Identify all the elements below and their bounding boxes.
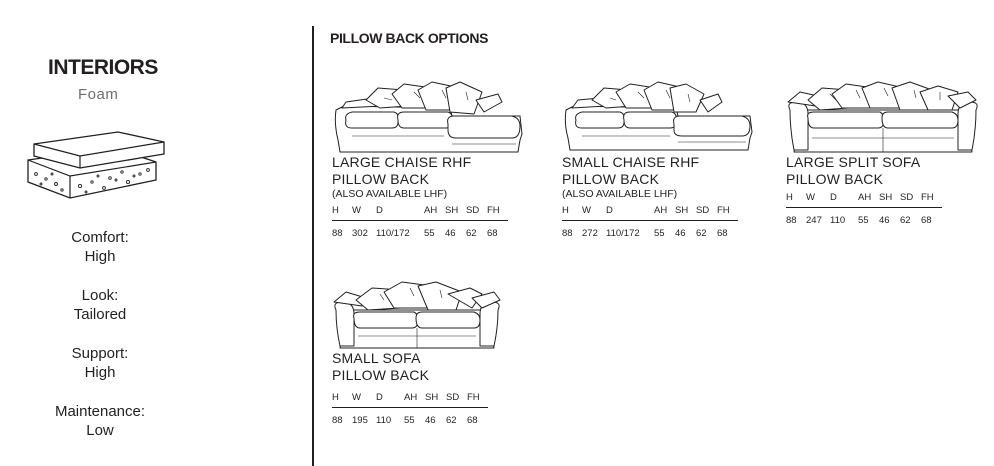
dim-header: W: [352, 392, 376, 408]
chaise-sofa-icon: [332, 80, 526, 154]
dim-value: 88: [332, 228, 343, 239]
dim-value: 46: [879, 215, 890, 226]
product-name: PILLOW BACK: [332, 367, 430, 383]
product-name: SMALL CHAISE RHF: [562, 154, 700, 170]
dim-value: 55: [858, 215, 869, 226]
dim-value: 62: [696, 228, 707, 239]
small-sofa-icon: [332, 280, 502, 350]
product-name: PILLOW BACK: [562, 171, 660, 187]
dim-value: 88: [562, 228, 573, 239]
property-look: [0, 286, 200, 324]
split-sofa-icon: [786, 80, 980, 154]
dim-header: H: [332, 205, 352, 221]
dim-value: 110/172: [606, 228, 640, 239]
dim-value: 46: [425, 415, 436, 426]
product-name: LARGE SPLIT SOFA: [786, 154, 921, 170]
property-label: Support:: [71, 345, 129, 362]
dim-value: 46: [445, 228, 456, 239]
dim-header: W: [352, 205, 376, 221]
property-value: Low: [86, 422, 114, 439]
dim-header: H: [332, 392, 352, 408]
product-card: [332, 280, 502, 426]
product-card: [786, 80, 980, 226]
property-value: High: [84, 364, 116, 381]
foam-cushion-icon: [22, 126, 172, 204]
dim-header: D: [376, 392, 404, 408]
dim-value: 195: [352, 415, 368, 426]
product-card: [332, 80, 526, 239]
dim-header: D: [376, 205, 424, 221]
property-value: Tailored: [73, 306, 127, 323]
dim-value: 88: [786, 215, 797, 226]
property-support: [0, 344, 200, 382]
dim-header: AH: [404, 392, 425, 408]
dim-value: 88: [332, 415, 343, 426]
dim-header: SH: [425, 392, 446, 408]
property-label: Look:: [81, 287, 119, 304]
vertical-divider: [312, 26, 314, 466]
dim-header: FH: [717, 205, 738, 221]
dim-header: AH: [424, 205, 445, 221]
dim-value: 247: [806, 215, 822, 226]
dim-header: D: [830, 192, 858, 208]
dim-header: SH: [675, 205, 696, 221]
dim-value: 62: [900, 215, 911, 226]
dim-value: 55: [404, 415, 415, 426]
dimension-table: [562, 205, 738, 239]
dim-value: 62: [446, 415, 457, 426]
dim-value: 46: [675, 228, 686, 239]
dimension-table: [332, 205, 508, 239]
dim-header: W: [806, 192, 830, 208]
product-name: PILLOW BACK: [786, 171, 884, 187]
dim-header: AH: [654, 205, 675, 221]
dim-header: SD: [466, 205, 487, 221]
product-note: (ALSO AVAILABLE LHF): [562, 188, 678, 200]
product-name: LARGE CHAISE RHF: [332, 154, 472, 170]
dim-value: 110: [830, 215, 846, 226]
product-note: (ALSO AVAILABLE LHF): [332, 188, 448, 200]
dim-header: SH: [445, 205, 466, 221]
dimension-table: [786, 192, 942, 226]
interiors-subtitle: Foam: [78, 86, 119, 103]
product-name: SMALL SOFA: [332, 350, 421, 366]
dim-value: 68: [487, 228, 498, 239]
dim-value: 68: [921, 215, 932, 226]
dim-header: H: [786, 192, 806, 208]
product-card: [562, 80, 756, 239]
section-title: PILLOW BACK OPTIONS: [330, 30, 489, 46]
property-maintenance: [0, 402, 200, 440]
dim-header: FH: [467, 392, 488, 408]
product-name: PILLOW BACK: [332, 171, 430, 187]
dimension-table: [332, 392, 488, 426]
dim-header: FH: [921, 192, 942, 208]
dim-value: 55: [424, 228, 435, 239]
dim-value: 55: [654, 228, 665, 239]
dim-value: 272: [582, 228, 598, 239]
chaise-sofa-icon: [562, 80, 756, 154]
property-label: Maintenance:: [54, 403, 146, 420]
dim-header: SD: [446, 392, 467, 408]
property-label: Comfort:: [71, 229, 129, 246]
dim-header: W: [582, 205, 606, 221]
interiors-title: INTERIORS: [48, 56, 158, 79]
dim-header: AH: [858, 192, 879, 208]
dim-value: 68: [717, 228, 728, 239]
dim-value: 110: [376, 415, 392, 426]
dim-header: SD: [900, 192, 921, 208]
dim-value: 62: [466, 228, 477, 239]
dim-value: 302: [352, 228, 368, 239]
property-comfort: [0, 228, 200, 266]
dim-header: H: [562, 205, 582, 221]
dim-header: FH: [487, 205, 508, 221]
dim-value: 68: [467, 415, 478, 426]
dim-header: SH: [879, 192, 900, 208]
dim-header: D: [606, 205, 654, 221]
dim-header: SD: [696, 205, 717, 221]
dim-value: 110/172: [376, 228, 410, 239]
property-value: High: [84, 248, 116, 265]
interiors-panel: [0, 0, 300, 466]
